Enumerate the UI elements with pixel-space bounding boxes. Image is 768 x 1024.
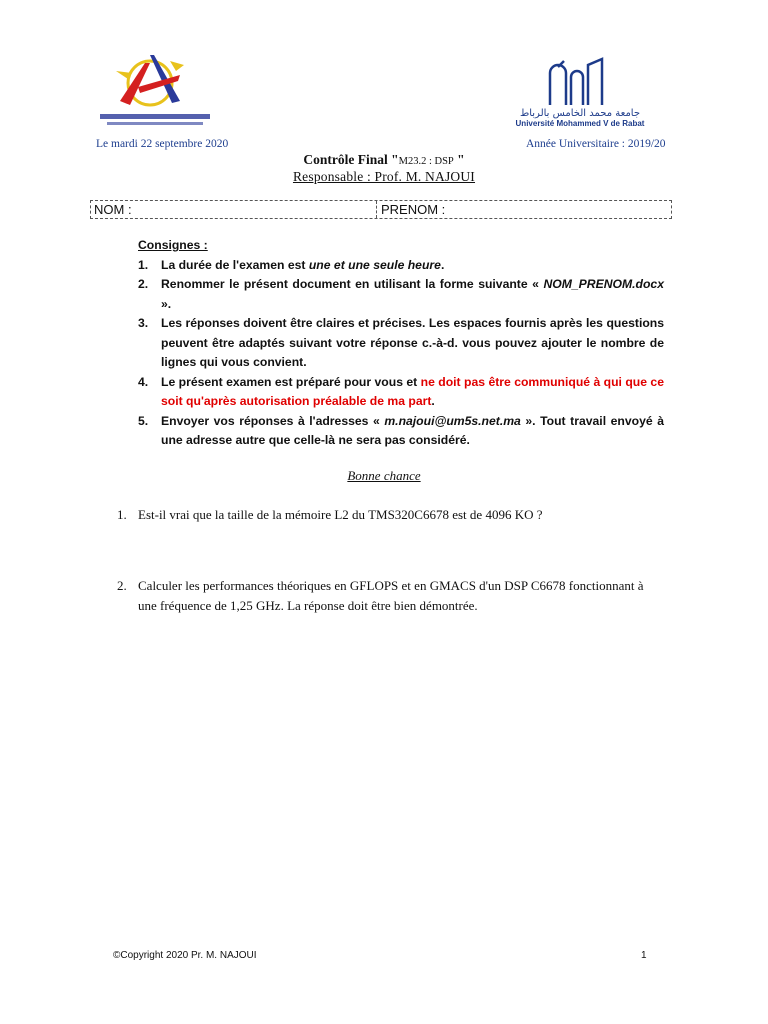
question-number: 2.	[117, 578, 127, 593]
rule-warning: ne doit pas être communiqué à qui que ce soit qu'après autorisation préalable de ma part	[161, 374, 664, 408]
school-logo	[95, 48, 215, 138]
rule-emphasis: NOM_PRENOM.docx	[543, 277, 664, 291]
university-name-ar: جامعة محمد الخامس بالرباط	[519, 108, 641, 119]
rule-item	[138, 412, 664, 451]
rule-number: 5.	[138, 413, 149, 428]
rule-item	[138, 275, 664, 314]
question-text: Est-il vrai que la taille de la mémoire L2 du TMS320C6678 est de 4096 KO ?	[138, 507, 543, 522]
responsable: Responsable : Prof. M. NAJOUI	[292, 169, 476, 184]
rule-number: 1.	[138, 257, 149, 272]
page-number: 1	[641, 950, 647, 961]
bonne-chance: Bonne chance	[347, 468, 421, 483]
rule-number: 3.	[138, 316, 149, 330]
exam-date: Le mardi 22 septembre 2020	[96, 138, 229, 150]
course-code: M23.2 : DSP	[398, 156, 454, 167]
rule-text-end: .	[431, 394, 435, 408]
rule-number: 2.	[138, 277, 149, 291]
question-2	[117, 576, 657, 618]
university-name-fr: Université Mohammed V de Rabat	[515, 119, 645, 128]
name-box	[90, 200, 672, 219]
copyright: ©Copyright 2020 Pr. M. NAJOUI	[113, 950, 257, 961]
rule-text: Les réponses doivent être claires et précises. Les espaces fournis après les questions peuvent être adaptés suivant votre réponse c.-à-d. vous pouvez ajouter le nombre de lignes qui vous convient.	[161, 316, 664, 369]
rule-emphasis: une et une seule heure	[308, 257, 441, 272]
question-text: Calculer les performances théoriques en GFLOPS et en GMACS d'un DSP C6678 fonctionnant à une fréquence de 1,25 GHz. La réponse doit être bien démontrée.	[138, 578, 644, 613]
rule-text-end: ».	[161, 296, 172, 311]
academic-year: Année Universitaire : 2019/20	[526, 138, 666, 150]
exam-title	[0, 152, 768, 168]
rule-text: Renommer le présent document en utilisant la forme suivante «	[161, 277, 544, 291]
nom-label: NOM :	[94, 202, 132, 217]
rule-text: Envoyer vos réponses à l'adresses «	[161, 413, 385, 428]
question-1	[117, 505, 657, 525]
prenom-label: PRENOM :	[381, 202, 446, 217]
rules-list	[138, 256, 664, 451]
rule-text-end: ». Tout travail envoyé à une adresse autre que celle-là ne sera pas considéré.	[161, 413, 664, 447]
name-box-divider	[376, 201, 377, 218]
rule-text: La durée de l'examen est	[161, 257, 309, 272]
title-prefix: Contrôle Final "	[303, 152, 399, 167]
rule-item	[138, 256, 664, 276]
consignes-title: Consignes :	[138, 238, 208, 252]
school-logo-caption	[100, 114, 210, 125]
rule-item	[138, 314, 664, 373]
question-number: 1.	[117, 507, 127, 522]
university-name	[500, 108, 660, 128]
title-suffix: "	[453, 152, 465, 167]
rule-text-end: .	[440, 257, 445, 272]
rule-text: Le présent examen est préparé pour vous et	[161, 374, 421, 389]
consignes-section	[138, 236, 664, 451]
title-block	[0, 152, 768, 185]
rule-item	[138, 373, 664, 412]
rule-number: 4.	[138, 374, 149, 389]
contact-email: m.najoui@um5s.net.ma	[384, 413, 521, 428]
